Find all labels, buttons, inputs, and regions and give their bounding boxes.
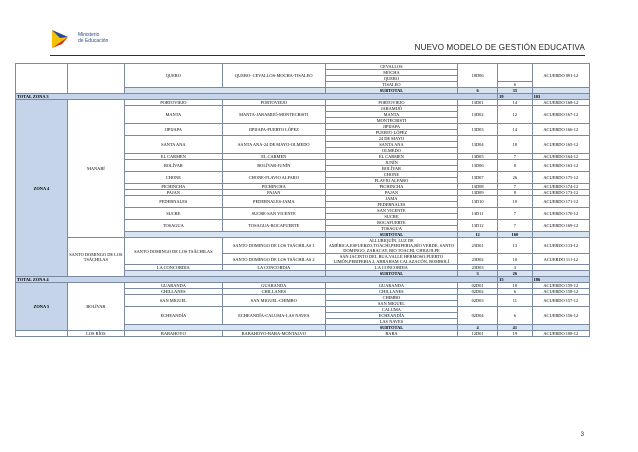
agreement-cell: ACUERDO 173-12 [532, 190, 589, 196]
subtotal-count: 12 [457, 232, 497, 238]
num-cell: 10 [498, 196, 532, 208]
district-cell: 23D01 [457, 238, 497, 254]
province-cell: SANTO DOMINGO DE LOS TSÁCHILAS [67, 238, 124, 277]
num-cell: 11 [498, 295, 532, 307]
district-cell: 13D05 [457, 154, 497, 160]
subtotal-count: 6 [457, 88, 497, 94]
num-cell: 7 [498, 154, 532, 160]
table-row [16, 64, 590, 70]
parish-cell: CHONE [325, 172, 457, 178]
canton-cell: ECHEANDÍA [125, 307, 223, 325]
canton-cell: EL CARMEN [125, 154, 223, 160]
zone-total-sum: 186 [532, 277, 589, 283]
canton-cell: SAN MIGUEL [125, 295, 223, 307]
subtotal-label: SUBTOTAL [325, 271, 457, 277]
num-cell: 3 [498, 265, 532, 271]
parishes-cell: TOSAGUA-ROCAFUERTE [222, 220, 325, 232]
agreement-cell: ACUERDO 113-12 [532, 238, 589, 254]
parishes-cell: CHONE-FLAVIO ALFARO [222, 172, 325, 184]
num-cell: 8 [498, 190, 532, 196]
parish-cell: PORTOVIEJO [325, 100, 457, 106]
agreement-cell: ACUERDO 166-12 [532, 124, 589, 136]
agreement-cell: ACUERDO 175-12 [532, 172, 589, 184]
table-cell [16, 331, 68, 337]
parishes-cell: LA CONCORDIA [222, 265, 325, 271]
table-cell [498, 64, 532, 82]
canton-cell: JIPIJAPA [125, 124, 223, 136]
parish-cell: CALUMA [325, 307, 457, 313]
agreement-cell: ACUERDO 167-12 [532, 106, 589, 124]
agreement-cell: ACUERDO 108-12 [532, 331, 589, 337]
parishes-cell: BOLÍVAR-JUNÍN [222, 160, 325, 172]
parish-cell: SAN JACINTO DEL BUA,VALLE HERMOSO,PUERTO LIMÓN,PERIFERIA 2, ABRAHAM CALAZACÓN, BOMBOLÍ [325, 254, 457, 265]
district-cell: 02D04 [457, 307, 497, 325]
parish-cell: ROCAFUERTE [325, 220, 457, 226]
agreement-cell: ACUERDO 159-12 [532, 283, 589, 289]
zone-total-label: TOTAL ZONA 3 [16, 94, 498, 100]
parish-cell: SAN MIGUEL [325, 301, 457, 307]
page-header-title: NUEVO MODELO DE GESTIÓN EDUCATIVA [414, 43, 585, 52]
num-cell: 18 [498, 136, 532, 154]
canton-cell: LA CONCORDIA [125, 265, 223, 271]
province-cell: LOS RÍOS [67, 331, 124, 337]
canton-cell: QUERO [125, 64, 223, 88]
parish-cell: BOLÍVAR [325, 166, 457, 172]
parishes-cell: CHILLANES [222, 289, 325, 295]
district-cell: 13D02 [457, 106, 497, 124]
logo-text: Ministerio de Educación [78, 32, 109, 44]
parish-cell: EL CARMEN [325, 154, 457, 160]
zone-total-sum: 103 [532, 94, 589, 100]
parish-cell: LAS NAVES [325, 319, 457, 325]
parishes-cell: SUCRE-SAN VICENTE [222, 208, 325, 220]
district-cell: 13D09 [457, 190, 497, 196]
num-cell: 8 [498, 160, 532, 172]
parish-cell: MANTA [325, 112, 457, 118]
agreement-cell: ACUERDO 174-12 [532, 184, 589, 190]
parishes-cell: GUARANDA [222, 283, 325, 289]
num-cell: 6 [498, 307, 532, 325]
parishes-cell: JIPIJAPA-PUERTO LÓPEZ [222, 124, 325, 136]
num-cell: 6 [498, 289, 532, 295]
subtotal-count: 3 [457, 271, 497, 277]
district-cell: 12D01 [457, 331, 497, 337]
subtotal-label: SUBTOTAL [325, 325, 457, 331]
table-row [16, 331, 590, 337]
districts-table [15, 63, 590, 337]
table-row [16, 238, 590, 254]
canton-cell: MANTA [125, 106, 223, 124]
subtotal-total: 160 [498, 232, 532, 238]
subtotal-total: 41 [498, 325, 532, 331]
canton-cell: CHONE [125, 172, 223, 184]
num-cell: 7 [498, 220, 532, 232]
zone-total-count: 19 [498, 94, 532, 100]
table-cell [67, 64, 124, 94]
district-cell: 13D06 [457, 160, 497, 172]
canton-cell: PAJAN [125, 190, 223, 196]
agreement-cell: ACUERDO 091-12 [532, 64, 589, 88]
district-cell: 13D10 [457, 196, 497, 208]
num-cell: 14 [498, 100, 532, 106]
parishes-cell: SANTA ANA-24 DE MAYO-OLMEDO [222, 136, 325, 154]
district-cell: 23D03 [457, 265, 497, 271]
agreement-cell: ACUERDO 156-12 [532, 307, 589, 325]
parish-cell: SAN VICENTE [325, 208, 457, 214]
table-cell [16, 64, 68, 94]
district-cell: 23D02 [457, 254, 497, 265]
district-cell: 13D11 [457, 208, 497, 220]
subtotal-count: 4 [457, 325, 497, 331]
zone-label: ZONA 4 [16, 100, 68, 277]
parishes-cell: SANTO DOMINGO DE LOS TSÁCHILAS 1 [222, 238, 325, 254]
district-cell: 13D12 [457, 220, 497, 232]
province-cell: MANABÍ [67, 100, 124, 238]
parish-cell: MONTECRISTI [325, 118, 457, 124]
parish-cell: CEVALLOS [325, 64, 457, 70]
district-cell: 02D01 [457, 283, 497, 289]
subtotal-total: 35 [498, 88, 532, 94]
agreement-cell: ACUERDO 165-12 [532, 136, 589, 154]
parish-cell: ECHEANDÍA [325, 313, 457, 319]
parish-cell: LA CONCORDIA [325, 265, 457, 271]
parish-cell: GUARANDA [325, 283, 457, 289]
district-cell: 13D08 [457, 184, 497, 190]
num-cell: 19 [498, 331, 532, 337]
agreement-cell: ACUERDO 157-12 [532, 295, 589, 307]
parish-cell: PEDERNALES [325, 202, 457, 208]
num-cell: 13 [498, 238, 532, 254]
zone-label: ZONA 5 [16, 283, 68, 331]
district-cell: 02D02 [457, 289, 497, 295]
parishes-cell: MANTA-JARAMIJÓ-MONTECRISTI [222, 106, 325, 124]
subtotal-label: SUBTOTAL [325, 88, 457, 94]
parishes-cell: SANTO DOMINGO DE LOS TSÁCHILAS 2 [222, 254, 325, 265]
parish-cell: 24 DE MAYO [325, 136, 457, 142]
parish-cell: MOCHA [325, 70, 457, 76]
canton-cell: BABAHOYO [125, 331, 223, 337]
parishes-cell: PEDERNALES-JAMA [222, 196, 325, 208]
num-cell: 18 [498, 283, 532, 289]
parishes-cell: ECHEANDÍA-CALUMA-LAS NAVES [222, 307, 325, 325]
parish-cell: CHIMBO [325, 295, 457, 301]
num-cell: 10 [498, 254, 532, 265]
agreement-cell: ACUERDO 171-12 [532, 196, 589, 208]
parish-cell: JUNÍN [325, 160, 457, 166]
subtotal-total: 26 [498, 271, 532, 277]
agreement-cell: ACUERDO 163-12 [532, 160, 589, 172]
parishes-cell: SAN MIGUEL-CHIMBO [222, 295, 325, 307]
district-cell: 13D07 [457, 172, 497, 184]
parishes-cell: EL CARMEN [222, 154, 325, 160]
agreement-cell: ACUERDO 164-12 [532, 154, 589, 160]
num-cell: 7 [498, 208, 532, 220]
canton-cell: SANTA ANA [125, 136, 223, 154]
parish-cell: TOSAGUA [325, 226, 457, 232]
zone-total-label: TOTAL ZONA 4 [16, 277, 498, 283]
parish-cell: PICHINCHA [325, 184, 457, 190]
agreement-cell: ACUERDO 170-12 [532, 208, 589, 220]
parish-cell: TISALEO [325, 82, 457, 88]
parishes-cell: PORTOVIEJO [222, 100, 325, 106]
subtotal-label: SUBTOTAL [325, 232, 457, 238]
district-cell: 13D01 [457, 100, 497, 106]
parish-cell: PAJAN [325, 190, 457, 196]
parishes-cell: PAJAN [222, 190, 325, 196]
parish-cell: CHILLANES [325, 289, 457, 295]
parishes-cell: BABAHOYO-BABA-MONTALVO [222, 331, 325, 337]
canton-cell: PORTOVIEJO [125, 100, 223, 106]
agreement-cell: ACUERDO 158-12 [532, 289, 589, 295]
agreement-cell: ACUERDO 111-12 [532, 254, 589, 265]
canton-cell: TOSAGUA [125, 220, 223, 232]
district-cell: 13D03 [457, 124, 497, 136]
zone-total-count: 15 [498, 277, 532, 283]
canton-cell: PICHINCHA [125, 184, 223, 190]
parish-cell: OLMEDO [325, 148, 457, 154]
page-number: 3 [580, 432, 584, 438]
parish-cell: FLAVIO ALFARO [325, 178, 457, 184]
agreement-cell: ACUERDO 168-12 [532, 100, 589, 106]
header-rule [50, 55, 585, 56]
parish-cell: JARAMIJÓ [325, 106, 457, 112]
num-cell: 6 [498, 82, 532, 88]
num-cell: 12 [498, 106, 532, 124]
parishes-cell: QUERO- CEVALLOS-MOCHA-TISALEO [222, 64, 325, 88]
parish-cell: JIPIJAPA [325, 124, 457, 130]
num-cell: 14 [498, 124, 532, 136]
parish-cell: BABA [325, 331, 457, 337]
agreement-cell: ACUERDO 169-12 [532, 220, 589, 232]
parish-cell: PUERTO LÓPEZ [325, 130, 457, 136]
canton-cell: PEDERNALES [125, 196, 223, 208]
canton-cell: BOLÍVAR [125, 160, 223, 172]
num-cell: 7 [498, 184, 532, 190]
province-cell: BOLÍVAR [67, 283, 124, 331]
canton-cell: CHILLANES [125, 289, 223, 295]
parish-cell: JAMA [325, 196, 457, 202]
parish-cell: SANTA ANA [325, 142, 457, 148]
district-cell: 13D04 [457, 136, 497, 154]
parish-cell: ALLURIQUÍN, LUZ DE AMÉRICA,ESFUERZO,TOACHI,PERIFERIA,RÍO VERDE, SANTO DOMINGO, ZARACAY, RIO TOACHI, CHIGUILPE [325, 238, 457, 254]
parish-cell: QUERO [325, 76, 457, 82]
parishes-cell: PICHINCHA [222, 184, 325, 190]
canton-cell: SUCRE [125, 208, 223, 220]
district-cell: 02D03 [457, 295, 497, 307]
canton-cell: SANTO DOMINGO DE LOS TSÁCHILAS [125, 238, 223, 265]
canton-cell: GUARANDA [125, 283, 223, 289]
num-cell: 26 [498, 172, 532, 184]
district-cell: 18D06 [457, 64, 497, 88]
parish-cell: SUCRE [325, 214, 457, 220]
